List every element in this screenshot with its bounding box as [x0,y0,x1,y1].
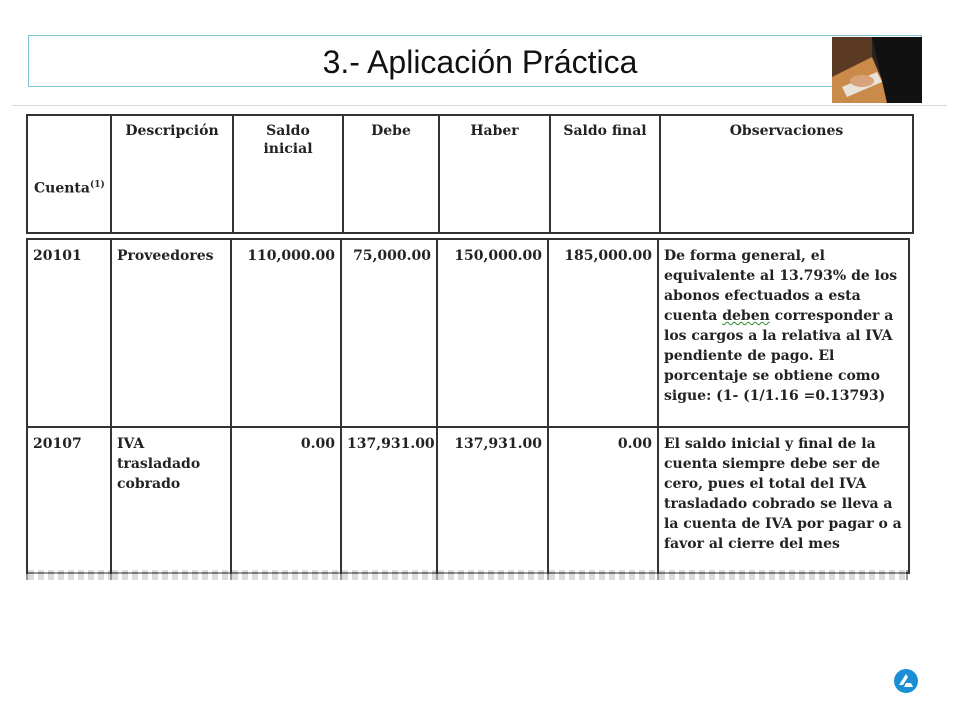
desk-photo [832,37,922,103]
cell-haber: 150,000.00 [437,239,548,427]
table-row [27,427,909,573]
table-header [26,114,914,234]
brand-logo-icon [893,668,919,694]
cell-haber: 137,931.00 [437,427,548,573]
table-row [27,239,909,427]
header-descripcion: Descripción [111,115,233,233]
cell-observaciones: El saldo inicial y final de la cuenta siempre debe ser de cero, pues el total del IVA trasladado cobrado se lleva a la cuenta de IVA por pagar o a favor al cierre del mes [658,427,909,573]
header-observaciones: Observaciones [660,115,913,233]
cell-descripcion: Proveedores [111,239,231,427]
slide-title: 3.- Aplicación Práctica [322,44,638,80]
cell-observaciones: De forma general, el equivalente al 13.793% de los abonos efectuados a esta cuenta deben corresponder a los cargos a la relativa al IVA pendiente de pago. El porcentaje se obtiene como sigue: (1- (1/1.16 =0.13793) [658,239,909,427]
header-saldo-final: Saldo final [550,115,660,233]
cell-descripcion: IVA trasladado cobrado [111,427,231,573]
cell-saldo-final: 0.00 [548,427,658,573]
header-saldo-inicial: Saldo inicial [233,115,343,233]
cell-debe: 137,931.00 [341,427,437,573]
truncated-row [26,570,908,580]
cell-saldo-inicial: 0.00 [231,427,341,573]
cell-saldo-inicial: 110,000.00 [231,239,341,427]
header-haber: Haber [439,115,550,233]
accounts-table [26,238,910,574]
cell-cuenta: 20101 [27,239,111,427]
cell-debe: 75,000.00 [341,239,437,427]
header-cuenta: Cuenta$^{(1)}$ [27,115,111,233]
cell-saldo-final: 185,000.00 [548,239,658,427]
cell-cuenta: 20107 [27,427,111,573]
header-debe: Debe [343,115,439,233]
separator-line [12,105,947,106]
spellcheck-word: deben [722,308,770,324]
